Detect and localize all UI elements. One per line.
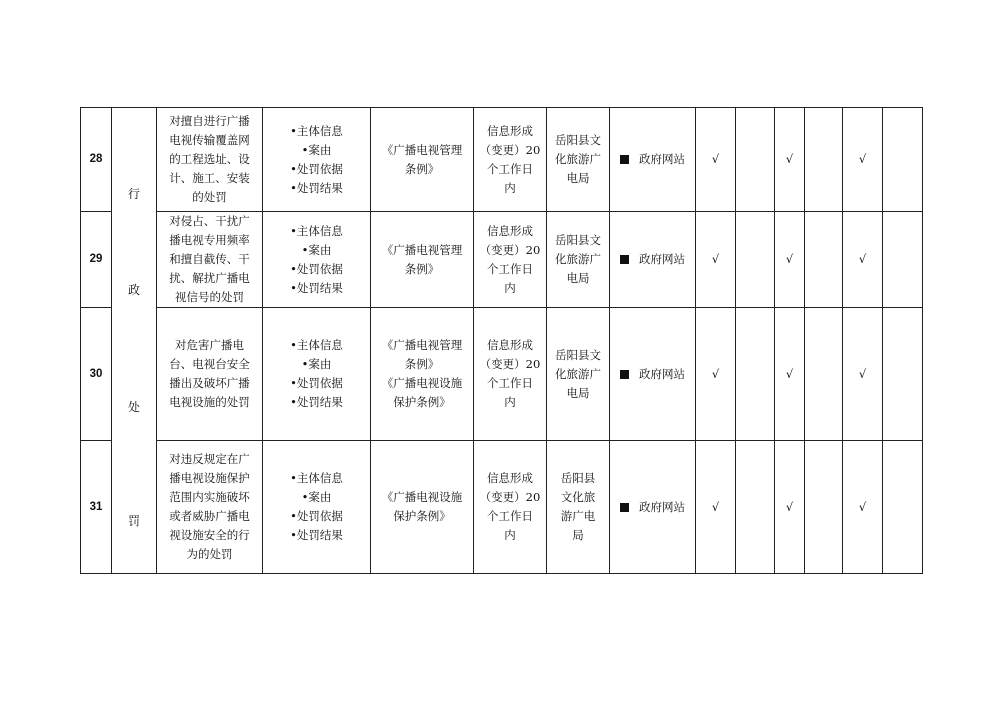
cell-line: •案由 — [301, 242, 332, 257]
cell-line: （变更）20 — [479, 242, 541, 257]
check-cell: √ — [696, 441, 736, 574]
check-cell: √ — [843, 212, 883, 308]
item-cell — [157, 108, 263, 212]
cell-line: 视设施安全的行 — [169, 528, 250, 542]
time-limit-cell — [474, 441, 547, 574]
check-cell — [805, 108, 843, 212]
check-cell: √ — [775, 212, 805, 308]
cell-line: 岳阳县文 — [555, 133, 601, 147]
cell-line: •处罚结果 — [290, 395, 343, 409]
check-cell: √ — [696, 308, 736, 441]
check-cell: √ — [843, 441, 883, 574]
check-cell: √ — [775, 308, 805, 441]
cell-line: •案由 — [301, 357, 332, 371]
square-bullet-icon — [620, 255, 629, 264]
cell-line: •处罚结果 — [290, 528, 343, 542]
item-cell — [157, 308, 263, 441]
cell-line: 局 — [572, 528, 584, 542]
table-row — [81, 308, 923, 441]
cell-line: •主体信息 — [290, 223, 343, 238]
cell-line: •案由 — [301, 142, 332, 157]
channel-cell — [610, 441, 696, 574]
category-char: 行 — [127, 187, 140, 201]
check-cell — [805, 212, 843, 308]
row-number: 28 — [81, 108, 112, 212]
time-limit-cell — [474, 212, 547, 308]
cell-line: 信息形成 — [487, 338, 533, 352]
cell-line: 条例》 — [404, 261, 440, 276]
row-number: 29 — [81, 212, 112, 308]
cell-line: 扰、解扰广播电 — [169, 271, 250, 285]
check-cell — [736, 308, 775, 441]
cell-line: •处罚依据 — [290, 509, 343, 523]
cell-line: 化旅游广 — [555, 366, 601, 381]
category-char: 处 — [127, 400, 140, 414]
check-cell: √ — [843, 308, 883, 441]
cell-line: 化旅游广 — [555, 252, 601, 266]
cell-line: •处罚依据 — [290, 261, 343, 276]
cell-line: •处罚依据 — [290, 376, 343, 390]
cell-line: 或者威胁广播电 — [169, 509, 250, 523]
cell-line: 内 — [504, 395, 516, 409]
cell-line: •案由 — [301, 490, 332, 504]
check-cell — [736, 441, 775, 574]
cell-line: 个工作日 — [487, 261, 533, 276]
cell-line: 个工作日 — [487, 161, 533, 176]
cell-line: 《广播电视设施 — [381, 490, 463, 504]
department-cell — [547, 441, 610, 574]
cell-line: 的工程选址、设 — [169, 152, 250, 166]
cell-line: •处罚结果 — [290, 280, 343, 295]
check-cell: √ — [696, 212, 736, 308]
cell-line: 文化旅 — [560, 490, 596, 504]
cell-line: 游广电 — [560, 509, 596, 523]
cell-line: 岳阳县文 — [555, 347, 601, 362]
cell-line: 的处罚 — [192, 190, 227, 204]
department-cell — [547, 108, 610, 212]
table-row — [81, 108, 923, 212]
cell-line: 岳阳县文 — [555, 233, 601, 247]
cell-line: 《广播电视管理 — [381, 242, 463, 257]
department-cell — [547, 212, 610, 308]
category-char: 政 — [127, 283, 140, 297]
cell-line: 岳阳县 — [560, 471, 596, 485]
table-row — [81, 441, 923, 574]
cell-line: 电局 — [566, 171, 590, 185]
cell-line: 播电视设施保护 — [169, 471, 250, 485]
check-cell: √ — [696, 108, 736, 212]
cell-line: （变更）20 — [479, 357, 541, 371]
channel-cell — [610, 212, 696, 308]
cell-line: 《广播电视设施 — [381, 376, 463, 390]
time-limit-cell — [474, 308, 547, 441]
category-cell — [112, 108, 157, 574]
check-cell — [883, 108, 923, 212]
cell-line: 个工作日 — [487, 376, 533, 390]
check-cell — [805, 308, 843, 441]
cell-line: 和擅自截传、干 — [169, 252, 250, 266]
cell-line: 播出及破坏广播 — [169, 376, 250, 390]
row-number: 31 — [81, 441, 112, 574]
check-cell: √ — [843, 108, 883, 212]
square-bullet-icon — [620, 503, 629, 512]
basis-cell — [371, 212, 474, 308]
cell-line: 范围内实施破坏 — [169, 490, 250, 504]
cell-line: 内 — [504, 280, 516, 295]
item-cell — [157, 212, 263, 308]
content-cell — [263, 108, 371, 212]
cell-line: （变更）20 — [479, 142, 541, 157]
category-char: 罚 — [127, 514, 140, 528]
item-cell — [157, 441, 263, 574]
cell-line: 对侵占、干扰广 — [169, 214, 250, 228]
cell-line: 电视传输覆盖网 — [169, 133, 250, 147]
cell-line: 对擅自进行广播 — [169, 114, 250, 128]
cell-line: 保护条例》 — [393, 509, 451, 523]
square-bullet-icon — [620, 370, 629, 379]
cell-line: 电局 — [566, 271, 590, 285]
cell-line: 内 — [504, 180, 516, 195]
cell-line: 为的处罚 — [186, 547, 233, 561]
department-cell — [547, 308, 610, 441]
cell-line: 信息形成 — [487, 223, 533, 238]
check-cell: √ — [775, 441, 805, 574]
cell-line: 对危害广播电 — [175, 338, 244, 352]
check-cell: √ — [775, 108, 805, 212]
cell-line: •主体信息 — [290, 471, 343, 485]
cell-line: •主体信息 — [290, 123, 343, 138]
cell-line: 个工作日 — [487, 509, 533, 523]
content-cell — [263, 308, 371, 441]
check-cell — [883, 308, 923, 441]
basis-cell — [371, 441, 474, 574]
time-limit-cell — [474, 108, 547, 212]
cell-line: 信息形成 — [487, 471, 533, 485]
cell-line: 电视设施的处罚 — [169, 395, 250, 409]
cell-line: 内 — [504, 528, 516, 542]
cell-line: •主体信息 — [290, 338, 343, 352]
cell-line: 播电视专用频率 — [169, 233, 250, 247]
content-cell — [263, 441, 371, 574]
check-cell — [736, 108, 775, 212]
cell-line: 台、电视台安全 — [169, 357, 250, 371]
table-row — [81, 212, 923, 308]
cell-line: 电局 — [566, 385, 590, 400]
square-bullet-icon — [620, 155, 629, 164]
check-cell — [883, 441, 923, 574]
channel-label: 政府网站 — [639, 499, 685, 514]
cell-line: 信息形成 — [487, 123, 533, 138]
row-number: 30 — [81, 308, 112, 441]
channel-label: 政府网站 — [639, 366, 685, 381]
cell-line: 视信号的处罚 — [175, 290, 244, 304]
check-cell — [805, 441, 843, 574]
disclosure-table — [80, 107, 923, 574]
channel-label: 政府网站 — [639, 152, 685, 166]
basis-cell — [371, 108, 474, 212]
check-cell — [736, 212, 775, 308]
cell-line: 《广播电视管理 — [381, 142, 463, 157]
channel-cell — [610, 308, 696, 441]
cell-line: 条例》 — [404, 357, 440, 371]
cell-line: （变更）20 — [479, 490, 541, 504]
cell-line: 条例》 — [404, 161, 440, 176]
cell-line: 计、施工、安装 — [169, 171, 250, 185]
cell-line: 化旅游广 — [555, 152, 601, 166]
channel-label: 政府网站 — [639, 252, 685, 266]
cell-line: •处罚结果 — [290, 180, 343, 195]
channel-cell — [610, 108, 696, 212]
cell-line: 《广播电视管理 — [381, 338, 463, 352]
cell-line: 对违反规定在广 — [169, 452, 250, 466]
cell-line: •处罚依据 — [290, 161, 343, 176]
content-cell — [263, 212, 371, 308]
check-cell — [883, 212, 923, 308]
cell-line: 保护条例》 — [393, 395, 451, 409]
basis-cell — [371, 308, 474, 441]
